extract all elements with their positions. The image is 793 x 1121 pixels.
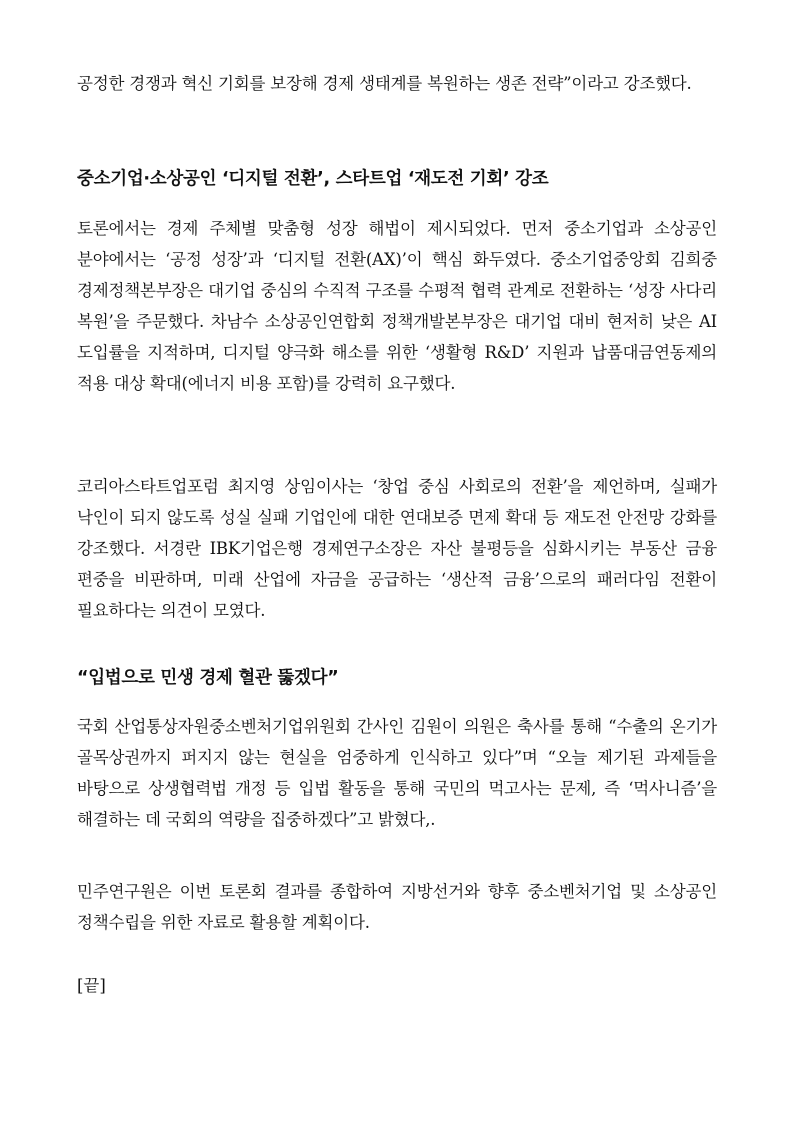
section-heading-digital-transition: 중소기업·소상공인 ‘디지털 전환’, 스타트업 ‘재도전 기회’ 강조 bbox=[77, 169, 549, 189]
end-mark: [끝] bbox=[77, 976, 106, 995]
paragraph-strategy-conclusion: 공정한 경쟁과 혁신 기회를 보장해 경제 생태계를 복원하는 생존 전략”이라고 강조했다. bbox=[77, 74, 692, 93]
paragraph-sme-discussion: 토론에서는 경제 주체별 맞춤형 성장 해법이 제시되었다. 먼저 중소기업과 소상공인 분야에서는 ‘공정 성장’과 ‘디지털 전환(AX)’이 핵심 화두였다. 중소기업중앙회 김희중 경제정책본부장은 대기업 중심의 수직적 구조를 수평적 협력 관계로 전환하는 ‘성장 사다리 복원’을 주문했다. 차남수 소상공인연합회 정책개발본부장은 대기업 대비 현저히 낮은 AI 도입률을 지적하며, 디지털 양극화 해소를 위한 ‘생활형 R&D’ 지원과 납품대금연동제의 적용 대상 확대(에너지 비용 포함)를 강력히 요구했다. bbox=[77, 219, 717, 393]
section-heading-legislation: “입법으로 민생 경제 혈관 뚫겠다” bbox=[77, 668, 339, 688]
paragraph-research-plan: 민주연구원은 이번 토론회 결과를 종합하여 지방선거와 향후 중소벤처기업 및 소상공인 정책수립을 위한 자료로 활용할 계획이다. bbox=[77, 882, 717, 932]
paragraph-startup-discussion: 코리아스타트업포럼 최지영 상임이사는 ‘창업 중심 사회로의 전환’을 제언하며, 실패가 낙인이 되지 않도록 성실 실패 기업인에 대한 연대보증 면제 확대 등 재도전 안전망 강화를 강조했다. 서경란 IBK기업은행 경제연구소장은 자산 불평등을 심화시키는 부동산 금융 편중을 비판하며, 미래 산업에 자금을 공급하는 ‘생산적 금융’으로의 패러다임 전환이 필요하다는 의견이 모였다. bbox=[77, 477, 717, 620]
paragraph-assembly-remarks: 국회 산업통상자원중소벤처기업위원회 간사인 김원이 의원은 축사를 통해 “수출의 온기가 골목상권까지 퍼지지 않는 현실을 엄중하게 인식하고 있다”며 “오늘 제기된 과제들을 바탕으로 상생협력법 개정 등 입법 활동을 통해 국민의 먹고사는 문제, 즉 ‘먹사니즘’을 해결하는 데 국회의 역량을 집중하겠다”고 밝혔다,. bbox=[77, 717, 717, 829]
